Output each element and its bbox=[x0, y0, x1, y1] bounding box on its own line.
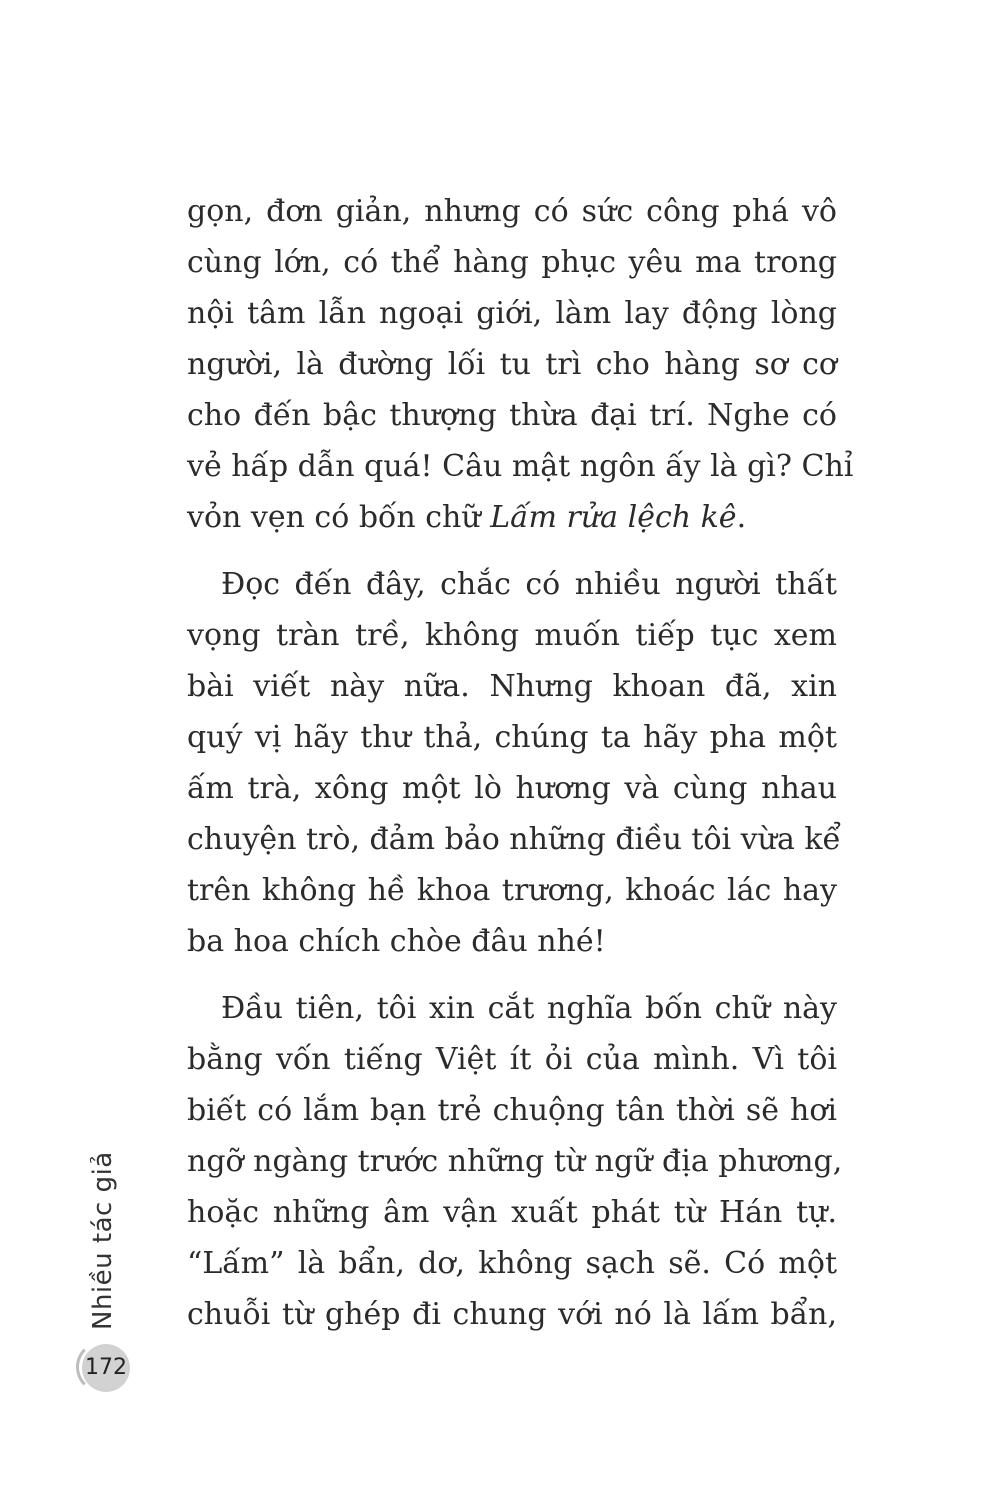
text-line: bằng vốn tiếng Việt ít ỏi của mình. Vì tôi bbox=[187, 1042, 837, 1077]
text-line: Đọc đến đây, chắc có nhiều người thất bbox=[221, 567, 837, 602]
text-line: Đầu tiên, tôi xin cắt nghĩa bốn chữ này bbox=[221, 991, 837, 1026]
body-text bbox=[187, 186, 854, 1356]
text-line: gọn, đơn giản, nhưng có sức công phá vô bbox=[187, 194, 837, 229]
paragraph-2 bbox=[187, 559, 842, 967]
text-line: người, là đường lối tu trì cho hàng sơ cơ bbox=[187, 347, 837, 382]
text-line: chuyện trò, đảm bảo những điều tôi vừa kể bbox=[187, 822, 842, 857]
text-line: cùng lớn, có thể hàng phục yêu ma trong bbox=[187, 245, 837, 280]
text-line: nội tâm lẫn ngoại giới, làm lay động lòng bbox=[187, 296, 837, 331]
page-number-badge bbox=[82, 1344, 130, 1392]
text-line: bài viết này nữa. Nhưng khoan đã, xin bbox=[187, 669, 837, 704]
italic-term: Lấm rửa lệch kê bbox=[490, 500, 737, 535]
text-line: vẻ hấp dẫn quá! Câu mật ngôn ấy là gì? Chỉ bbox=[187, 449, 854, 484]
page-number: 172 bbox=[85, 1355, 127, 1380]
text-line: ấm trà, xông một lò hương và cùng nhau bbox=[187, 771, 837, 806]
text-line: ngỡ ngàng trước những từ ngữ địa phương, bbox=[187, 1144, 843, 1179]
text-line bbox=[187, 492, 837, 543]
text-line: vọng tràn trề, không muốn tiếp tục xem bbox=[187, 618, 837, 653]
text-line: chuỗi từ ghép đi chung với nó là lấm bẩn, bbox=[187, 1297, 837, 1332]
paragraph-3 bbox=[187, 983, 843, 1340]
text-line: biết có lắm bạn trẻ chuộng tân thời sẽ hơi bbox=[187, 1093, 837, 1128]
text-line: ba hoa chích chòe đâu nhé! bbox=[187, 924, 606, 959]
paragraph-1 bbox=[187, 186, 854, 543]
text-line: cho đến bậc thượng thừa đại trí. Nghe có bbox=[187, 398, 837, 433]
text-line: trên không hề khoa trương, khoác lác hay bbox=[187, 873, 837, 908]
text-line: quý vị hãy thư thả, chúng ta hãy pha một bbox=[187, 720, 837, 755]
text-run: . bbox=[736, 500, 747, 535]
text-line: “Lấm” là bẩn, dơ, không sạch sẽ. Có một bbox=[187, 1246, 837, 1281]
text-run: vỏn vẹn có bốn chữ bbox=[187, 500, 491, 535]
text-line: hoặc những âm vận xuất phát từ Hán tự. bbox=[187, 1195, 837, 1230]
running-author-label: Nhiều tác giả bbox=[88, 1151, 118, 1330]
